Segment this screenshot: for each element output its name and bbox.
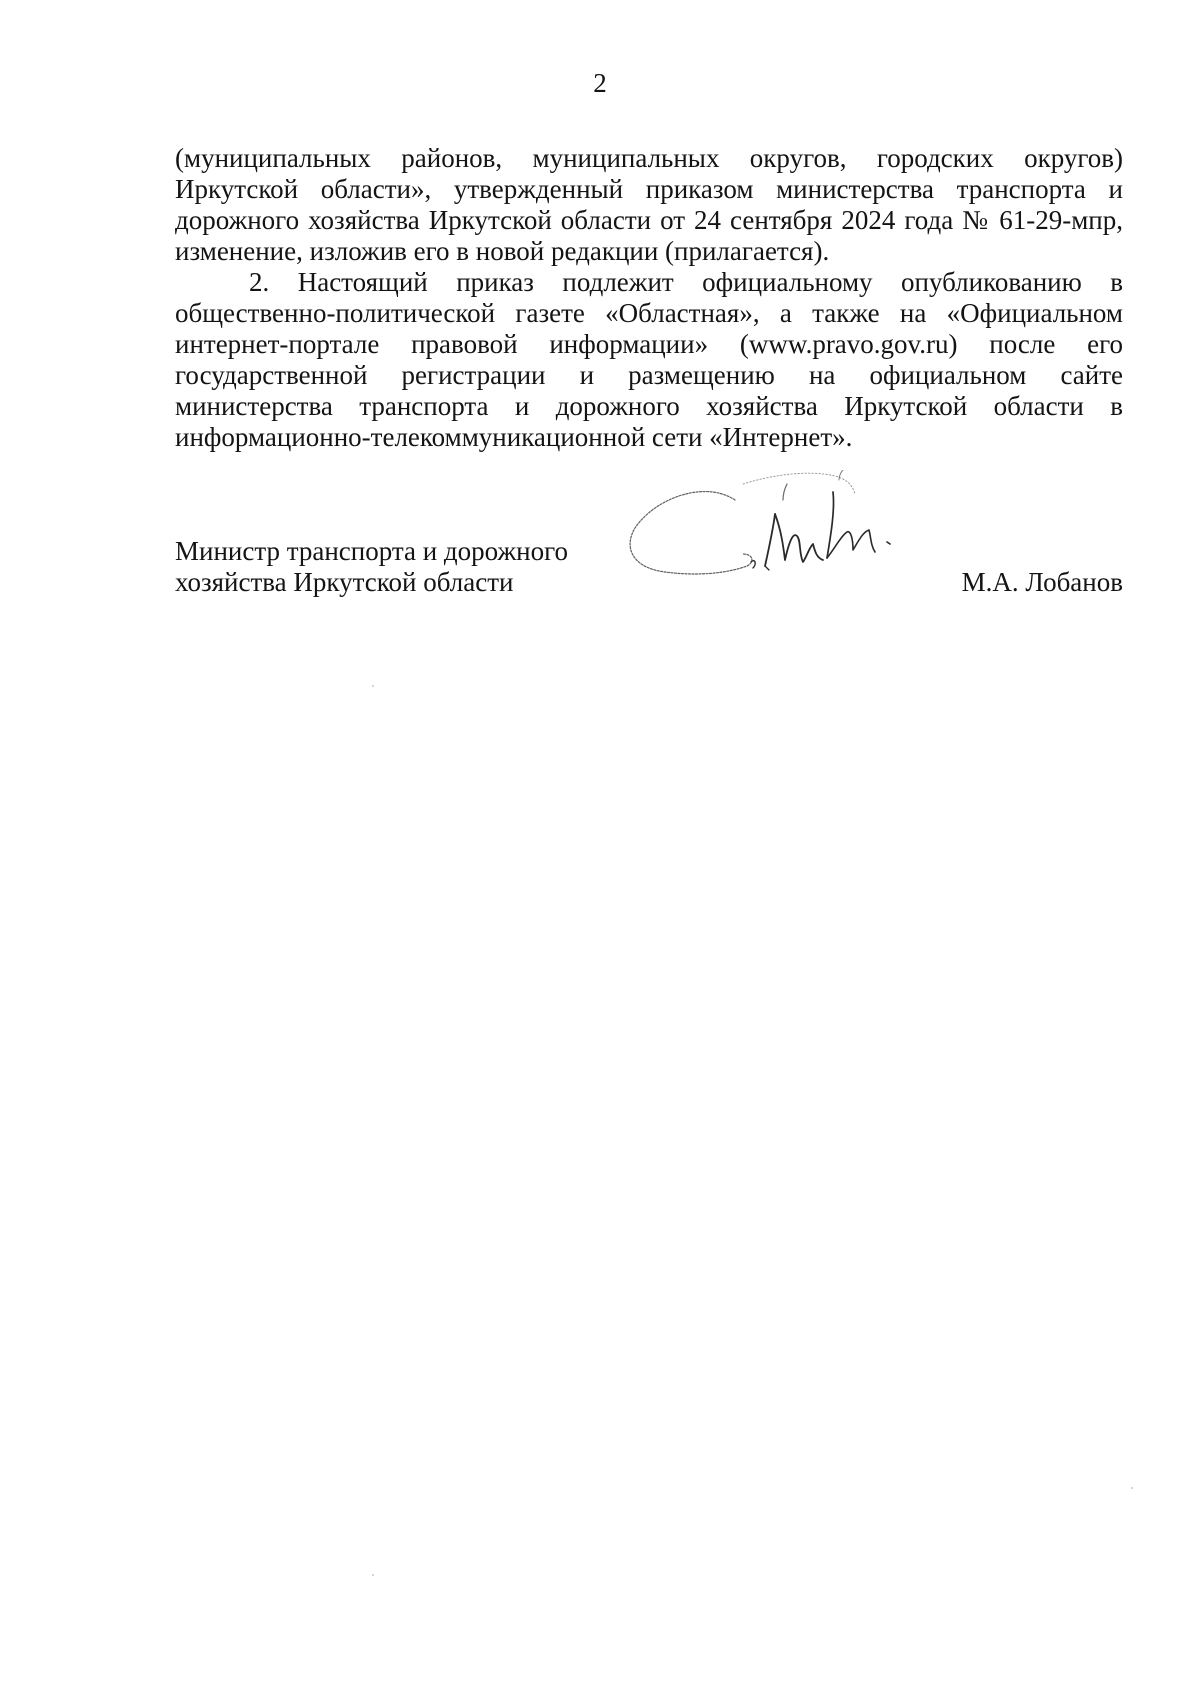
scan-speck [372, 685, 374, 687]
signer-position-line-2: хозяйства Иркутской области [175, 567, 514, 597]
signer-position [175, 536, 615, 598]
signer-position-line-1: Министр транспорта и дорожного [175, 536, 568, 566]
document-body [175, 143, 1123, 453]
paragraph-continuation: (муниципальных районов, муниципальных округов, городских округов) Иркутской области», утвержденный приказом министерства транспорта и дорожного хозяйства Иркутской области от 24 сентября 2024 года № 61-29-мпр, изменение, изложив его в новой редакции (прилагается). [175, 143, 1123, 266]
handwritten-signature [625, 470, 935, 610]
page-number: 2 [593, 68, 607, 98]
paragraph-item-2: 2. Настоящий приказ подлежит официальному опубликованию в общественно-политической газете «Областная», а также на «Официальном интернет-портале правовой информации» (www.pravo.gov.ru) после его государственной регистрации и размещению на официальном сайте министерства транспорта и дорожного хозяйства Иркутской области в информационно-телекоммуникационной сети «Интернет». [175, 267, 1123, 452]
scan-speck [372, 1574, 374, 1576]
signer-name: М.А. Лобанов [961, 567, 1123, 597]
scan-speck [1131, 1487, 1133, 1489]
